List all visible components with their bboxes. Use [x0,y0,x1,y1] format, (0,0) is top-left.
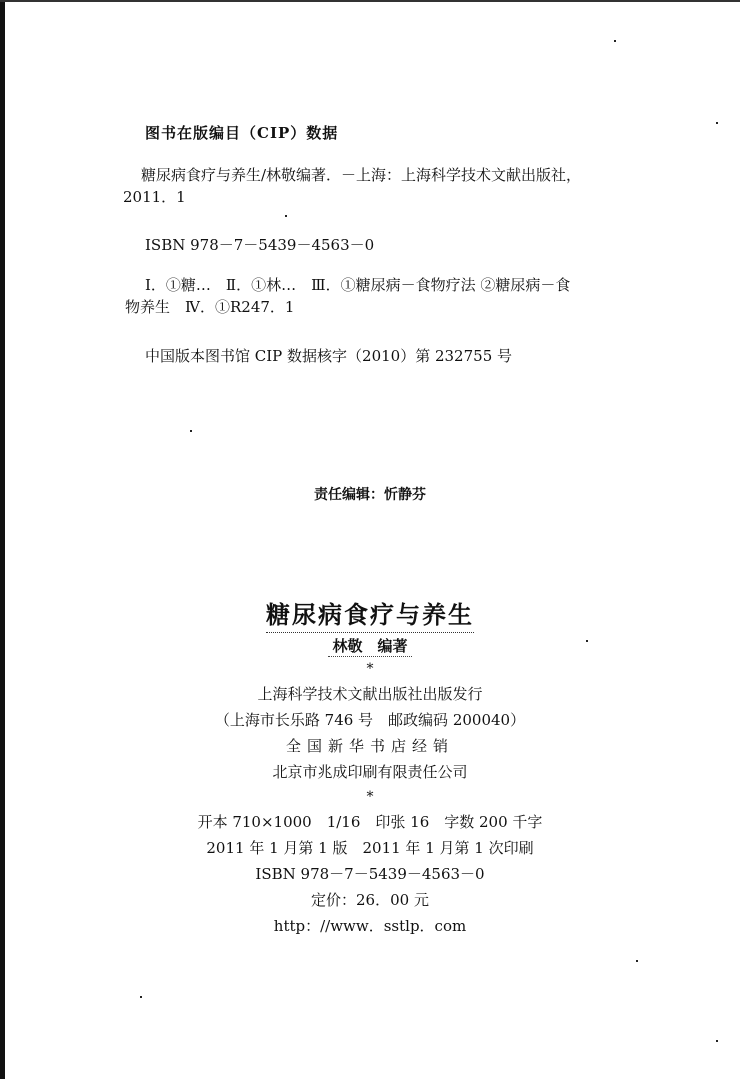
cip-title-line: 糖尿病食疗与养生/林敬编著．－上海：上海科学技术文献出版社， [141,166,582,184]
colophon-block [0,595,740,939]
scan-speck [716,1040,718,1042]
book-isbn: ISBN 978－7－5439－4563－0 [255,865,485,883]
separator-star: * [366,789,374,805]
separator-star: * [366,661,374,677]
cip-title-year: 2011．1 [123,188,186,206]
cip-isbn: ISBN 978－7－5439－4563－0 [145,236,375,254]
cip-number: 中国版本图书馆 CIP 数据核字（2010）第 232755 号 [145,347,513,365]
scan-speck [140,996,142,998]
cip-title-entry [123,164,681,208]
book-author: 林敬 编著 [328,635,411,657]
cip-heading: 图书在版编目（CIP）数据 [145,124,339,142]
publisher-url: http：//www．sstlp．com [273,917,467,935]
distributor: 全国新华书店经销 [285,737,454,755]
book-author-line [0,635,740,657]
cip-subject-line-2: 物养生 Ⅳ．①R247．1 [125,298,295,316]
publisher: 上海科学技术文献出版社出版发行 [257,685,483,703]
book-title: 糖尿病食疗与养生 [266,595,474,633]
cip-subject-entry [125,274,675,318]
scan-speck [636,960,638,962]
scan-top-border [0,0,740,2]
responsible-editor: 责任编辑：忻静芬 [314,487,426,503]
printer: 北京市兆成印刷有限责任公司 [272,763,468,781]
scan-speck [285,215,287,217]
book-format: 开本 710×1000 1/16 印张 16 字数 200 千字 [197,813,543,831]
publisher-address: （上海市长乐路 746 号 邮政编码 200040） [214,711,526,729]
cip-subject-line: Ⅰ．①糖… Ⅱ．①林… Ⅲ．①糖尿病－食物疗法 ②糖尿病－食 [145,276,571,294]
book-price: 定价：26．00 元 [311,891,429,909]
scan-speck [716,122,718,124]
scan-speck [190,430,192,432]
book-edition: 2011 年 1 月第 1 版 2011 年 1 月第 1 次印刷 [206,839,534,857]
scan-speck [614,40,616,42]
cip-data-block [123,122,685,365]
